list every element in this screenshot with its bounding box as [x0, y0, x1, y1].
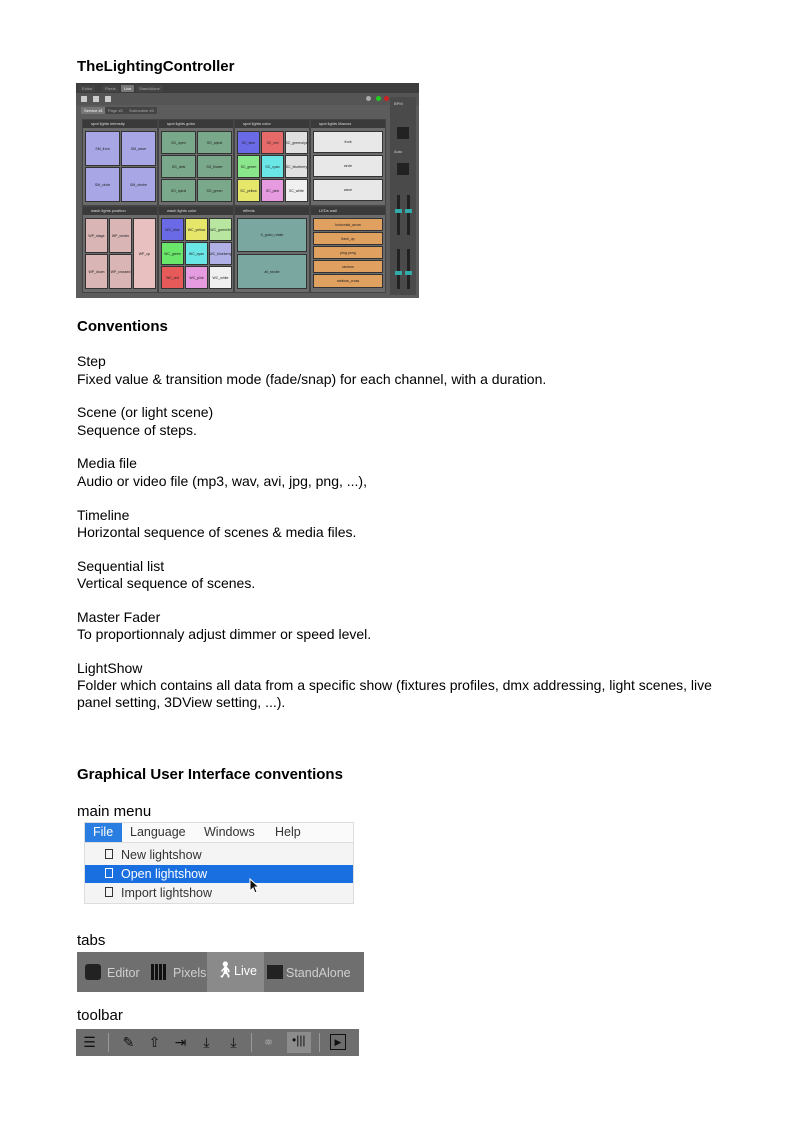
toolbar-separator: [251, 1033, 252, 1052]
panel-spot-gobo: [158, 119, 234, 206]
hamburger-menu-icon[interactable]: ☰: [83, 1034, 96, 1050]
scene-button[interactable]: SG_green: [197, 179, 232, 202]
auto-button[interactable]: [397, 163, 409, 175]
scene-button[interactable]: WP_down: [85, 254, 108, 289]
app-page-tabs: [76, 105, 419, 114]
page-tab-3[interactable]: Subroutine #3: [126, 107, 157, 114]
panel-wash-color: [158, 206, 234, 293]
conv-def: Folder which contains all data from a specific show (fixtures profiles, dmx addressing, light scenes, live panel setting, 3DView setting, ...).: [77, 677, 712, 710]
scene-button[interactable]: WC_yellow: [185, 218, 208, 241]
panel-title: effects: [235, 207, 309, 215]
import-file-icon: [105, 887, 113, 897]
app-toolbar: [76, 93, 419, 105]
toolbar-separator: [319, 1033, 320, 1052]
scene-button[interactable]: WC_green/bl: [209, 218, 232, 241]
panel-title: wash lights position: [83, 207, 157, 215]
scene-button[interactable]: WC_cyan: [185, 242, 208, 265]
menu-item-label: Import lightshow: [121, 886, 213, 900]
app-tabbar: [76, 83, 419, 93]
tab-label: Pixels: [173, 966, 207, 980]
effect-button[interactable]: S_gobo_rotate: [237, 218, 307, 252]
menu-item-label: New lightshow: [121, 848, 202, 862]
tab-standalone[interactable]: [265, 952, 364, 992]
toolbar-separator: [108, 1033, 109, 1052]
toolbar-example: [76, 1029, 359, 1056]
scene-button[interactable]: WP_up: [133, 218, 156, 289]
menu-icon[interactable]: [81, 96, 87, 102]
scene-button[interactable]: SC_greenolyz: [285, 131, 308, 154]
scene-button[interactable]: SM_circle: [85, 167, 120, 202]
open-file-icon[interactable]: ⇧: [148, 1034, 161, 1050]
conv-term: Scene (or light scene): [77, 404, 214, 420]
tab-pixels[interactable]: [149, 952, 206, 992]
fader-4[interactable]: [407, 249, 410, 289]
scene-button[interactable]: WP_center: [109, 218, 132, 253]
effect-button[interactable]: all_strobe: [237, 254, 307, 289]
conv-term: LightShow: [77, 660, 143, 676]
scene-button[interactable]: SC_yellow: [237, 179, 260, 202]
standalone-icon: [267, 965, 283, 979]
scene-button[interactable]: SM_strobe: [121, 167, 156, 202]
scene-button[interactable]: SC_blue: [237, 131, 260, 154]
panel-title: spot lights intensity: [83, 120, 157, 128]
save-icon[interactable]: ⤓: [203, 1034, 210, 1050]
scene-button[interactable]: SC_white: [285, 179, 308, 202]
tap-button[interactable]: [397, 127, 409, 139]
led-scene-button[interactable]: ping pong: [313, 246, 383, 259]
conv-term: Sequential list: [77, 558, 165, 574]
app-tab-pixels[interactable]: Pixels: [102, 85, 119, 92]
scene-button[interactable]: SG_spiral: [161, 179, 196, 202]
macro-button[interactable]: wave: [313, 179, 383, 201]
settings-icon[interactable]: [366, 96, 371, 101]
scene-button[interactable]: WP_stage: [85, 218, 108, 253]
master-fader[interactable]: [397, 195, 400, 235]
scene-button[interactable]: SC_green: [237, 155, 260, 178]
mouse-cursor-icon: [249, 878, 261, 894]
panel-effects: [234, 206, 310, 293]
menu-help[interactable]: Help: [275, 825, 301, 839]
page-tab-2[interactable]: Page #2: [105, 107, 126, 114]
led-scene-button[interactable]: flash_up: [313, 232, 383, 245]
conv-def: Sequence of steps.: [77, 422, 197, 438]
app-tab-standalone[interactable]: StandAlone: [136, 85, 163, 92]
upload-icon[interactable]: [105, 96, 111, 102]
new-file-icon: [105, 849, 113, 859]
fader-3[interactable]: [397, 249, 400, 289]
conv-def: Fixed value & transition mode (fade/snap) for each channel, with a duration.: [77, 371, 547, 387]
scene-button[interactable]: SC_cyan: [261, 155, 284, 178]
conv-term: Master Fader: [77, 609, 161, 625]
conv-term: Timeline: [77, 507, 130, 523]
conv-term: Step: [77, 353, 106, 369]
scene-button[interactable]: WC_green: [161, 242, 184, 265]
app-screenshot: [76, 83, 419, 298]
scene-button[interactable]: SM_wave: [121, 131, 156, 166]
panel-leds-wall: [310, 206, 386, 293]
scene-button[interactable]: SC_blueberry: [285, 155, 308, 178]
toolbar-label: toolbar: [77, 1007, 123, 1024]
macro-button[interactable]: front: [313, 131, 383, 153]
led-scene-button[interactable]: horizontal_arrow: [313, 218, 383, 231]
scene-button[interactable]: WC_blueberry: [209, 242, 232, 265]
pixels-grid-icon: [151, 964, 167, 980]
tab-label: StandAlone: [286, 966, 351, 980]
tab-label: Live: [234, 964, 257, 978]
scene-button[interactable]: WP_crossed: [109, 254, 132, 289]
save-icon[interactable]: [93, 96, 99, 102]
save-all-icon[interactable]: ⤓: [230, 1034, 237, 1050]
main-menu-label: main menu: [77, 803, 152, 820]
import-file-icon[interactable]: ⇥: [174, 1034, 187, 1050]
conv-def: Audio or video file (mp3, wav, avi, jpg, png, ...),: [77, 473, 367, 489]
scene-button[interactable]: SC_pink: [261, 179, 284, 202]
open-file-icon: [105, 868, 113, 878]
conv-def: Horizontal sequence of scenes & media files.: [77, 524, 357, 540]
conv-def: Vertical sequence of scenes.: [77, 575, 256, 591]
conv-def: To proportionnaly adjust dimmer or speed level.: [77, 626, 372, 642]
menu-file[interactable]: [85, 823, 122, 842]
editor-icon: [85, 964, 101, 980]
panel-title: wash lights color: [159, 207, 233, 215]
bars-icon: •|||: [292, 1033, 306, 1047]
panel-spot-macros: [310, 119, 386, 206]
tab-label: Editor: [107, 966, 140, 980]
dmx-monitor-button[interactable]: [287, 1032, 311, 1053]
bpm-label: BPM: [394, 101, 403, 106]
scene-button[interactable]: SG_open: [161, 131, 196, 154]
menu-item-import[interactable]: [85, 884, 353, 902]
scene-button[interactable]: SG_spiral: [197, 131, 232, 154]
status-green-icon: [376, 96, 381, 101]
menu-item-open[interactable]: [85, 865, 353, 883]
panel-spot-intensity: [82, 119, 158, 206]
doc-title: TheLightingController: [77, 58, 235, 75]
scene-button[interactable]: WC_red: [161, 266, 184, 289]
scene-button[interactable]: WC_pink: [185, 266, 208, 289]
conventions-heading: Conventions: [77, 318, 168, 335]
new-file-icon[interactable]: ✎: [122, 1034, 135, 1050]
panel-spot-color: [234, 119, 310, 206]
main-menu-example: [84, 822, 354, 904]
panel-title: spot lights color: [235, 120, 309, 128]
scene-button[interactable]: WC_blue: [161, 218, 184, 241]
status-red-icon: [384, 96, 389, 101]
menu-item-new[interactable]: [85, 846, 353, 864]
menu-bar: [85, 823, 353, 843]
app-tab-live[interactable]: Live: [121, 85, 134, 92]
scene-button[interactable]: SM_front: [85, 131, 120, 166]
tab-live[interactable]: [207, 952, 264, 992]
gui-heading: Graphical User Interface conventions: [77, 766, 343, 783]
menu-file-label: File: [93, 825, 114, 839]
tab-editor[interactable]: [83, 952, 149, 992]
led-scene-button[interactable]: random: [313, 260, 383, 273]
play-icon[interactable]: ▶: [330, 1034, 346, 1050]
panel-wash-position: [82, 206, 158, 293]
scene-button[interactable]: SC_red: [261, 131, 284, 154]
menu-item-label: Open lightshow: [121, 867, 208, 881]
panel-title: LEDs wall: [311, 207, 385, 215]
macro-button[interactable]: circle: [313, 155, 383, 177]
live-performer-icon: 🚶︎: [215, 962, 236, 979]
panel-title: spot lights Macros: [311, 120, 385, 128]
speed-fader[interactable]: [407, 195, 410, 235]
side-panel: [390, 97, 416, 295]
scene-button[interactable]: SG_flower: [197, 155, 232, 178]
app-tab-editor[interactable]: Editor: [79, 85, 95, 92]
scene-button[interactable]: SG_dots: [161, 155, 196, 178]
led-scene-button[interactable]: rainbow_cross: [313, 274, 383, 288]
link-disabled-icon: ⚭: [262, 1034, 275, 1050]
auto-label: Auto: [394, 149, 403, 154]
menu-language[interactable]: Language: [130, 825, 186, 839]
panel-title: spot lights gobo: [159, 120, 233, 128]
page-tab-1[interactable]: Service #1: [81, 107, 106, 114]
tabs-label: tabs: [77, 932, 106, 949]
conv-term: Media file: [77, 455, 137, 471]
scene-button[interactable]: WC_white: [209, 266, 232, 289]
menu-windows[interactable]: Windows: [204, 825, 255, 839]
tabs-example: [77, 952, 364, 992]
